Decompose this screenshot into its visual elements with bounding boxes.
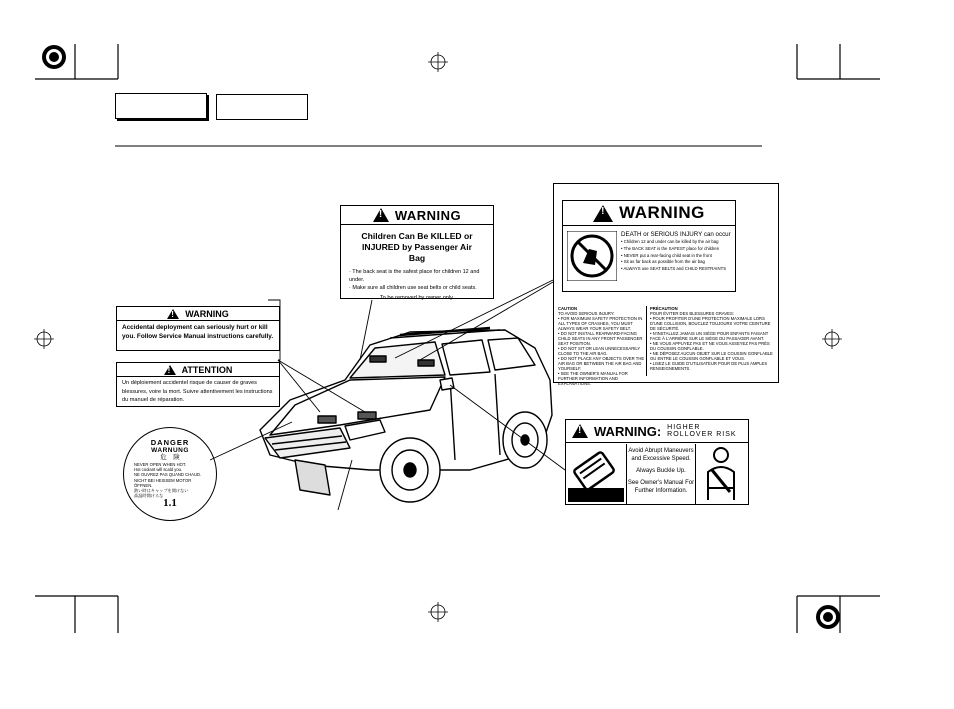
deployment-text: Accidental deployment can seriously hurt or kill you. Follow Service Manual instructions carefully. (122, 324, 274, 340)
attention-text: Un déploiement accidentel risque de causer de graves blessures, voire la mort. Suivre attentivement les instructions du manuel de réparation. (122, 380, 273, 403)
warning-triangle-icon (164, 365, 176, 375)
warning-footer: To be removed by owner only. (379, 295, 455, 301)
warning-label-sunvisor (553, 183, 779, 386)
warning-label-airbag-center (340, 205, 494, 299)
rollover-warning-label: ! WARNING: HIGHER ROLLOVER RISK Avoid Abrupt Maneuvers and Excessive Speed. Always Buckle Up. See Owner's Manual For Further Information. (565, 419, 749, 505)
rollover-text: Avoid Abrupt Maneuvers and Excessive Speed. Always Buckle Up. See Owner's Manual For Further Information. (626, 444, 696, 504)
radiator-cap-label: DANGER WARNUNG 危 険 NEVER OPEN WHEN HOT. Hot coolant will scald you. NE OUVREZ PAS QUAND CHAUD. NICHT BEI HEISSEM MOTOR ÖFFNEN. 熱い時はキャップを開けない 高温時開けるな 1.1 (123, 427, 217, 521)
seat-belt-icon (696, 444, 746, 502)
danger-lines: NEVER OPEN WHEN HOT. Hot coolant will scald you. NE OUVREZ PAS QUAND CHAUD. NICHT BEI HEISSEM MOTOR ÖFFNEN. 熱い時はキャップを開けない 高温時開けるな (134, 462, 202, 499)
sunvisor-bullets: • Children 12 and under can be killed by the air bag • The BACK SEAT is the SAFEST place for children • NEVER put a rear-facing child seat in the front • Sit as far back as possible from the air bag • ALWAYS use SEAT BELTS and CHILD RESTRAINTS (621, 239, 727, 272)
warning-triangle-icon (572, 424, 588, 438)
attention-label-deployment: ! ATTENTION Un déploiement accidentel risque de causer de graves blessures, voire la mort. Suivre attentivement les instructions du manuel de réparation. (116, 362, 280, 407)
warning-label-deployment: ! WARNING Accidental deployment can seriously hurt or kill you. Follow Service Manual instructions carefully. (116, 306, 280, 351)
warning-bullets: · The back seat is the safest place for children 12 and under. · Make sure all children use seat belts or child seats. (349, 269, 480, 291)
warning-triangle-icon (167, 309, 179, 319)
warning-header: ! WARNING (341, 206, 493, 225)
no-rear-facing-seat-icon (567, 231, 617, 281)
warning-headline: Children Can Be KILLED or INJURED by Passenger Air Bag (361, 231, 473, 263)
sunvisor-warning-panel: ! WARNING DEATH or SERIOUS INJURY can occur • Children 12 and under can be killed by the air bag • The BACK SEAT is the SAFEST place for children • NEVER put a rear-facing child seat in the front • Sit as far back as possible from the air bag • ALWAYS use SEAT BELTS and CHILD RESTRAINTS (562, 200, 736, 292)
precaution-column: PRÉCAUTION POUR ÉVITER DES BLESSURES GRAVES: • POUR PROFITER D'UNE PROTECTION MAXIMALE LORS D'UNE COLLISION, BOUCLEZ TOUJOURS VOTRE CEINTURE DE SÉCURITÉ. • N'INSTALLEZ JAMAIS UN SIÈGE POUR ENFANTS FAISANT FACE À L'ARRIÈRE SUR LE SIÈGE DU PASSAGER AVANT. • NE VOUS APPUYEZ PAS ET NE VOUS ASSEYEZ PAS PRÈS DU COUSSIN GONFLABLE. • NE DÉPOSEZ AUCUN OBJET SUR LE COUSSIN GONFLABLE OU ENTRE LE COUSSIN GONFLABLE ET VOUS. • LISEZ LE GUIDE D'UTILISATEUR POUR DE PLUS AMPLES RENSEIGNEMENTS. (650, 306, 773, 371)
warning-triangle-icon (593, 205, 613, 222)
caution-column: CAUTION TO AVOID SERIOUS INJURY: • FOR MAXIMUM SAFETY PROTECTION IN ALL TYPES OF CRASHES, YOU MUST ALWAYS WEAR YOUR SAFETY BELT. • DO NOT INSTALL REARWARD-FACING CHILD SEATS IN ANY FRONT PASSENGER SEAT POSITION. • DO NOT SIT OR LEAN UNNECESSARILY CLOSE TO THE AIR BAG. • DO NOT PLACE ANY OBJECTS OVER THE AIR BAG OR BETWEEN THE AIR BAG AND YOURSELF. • SEE THE OWNER'S MANUAL FOR FURTHER INFORMATION AND EXPLANATIONS. (558, 306, 647, 376)
rollover-vehicle-icon (568, 444, 624, 502)
warning-triangle-icon (373, 208, 389, 222)
